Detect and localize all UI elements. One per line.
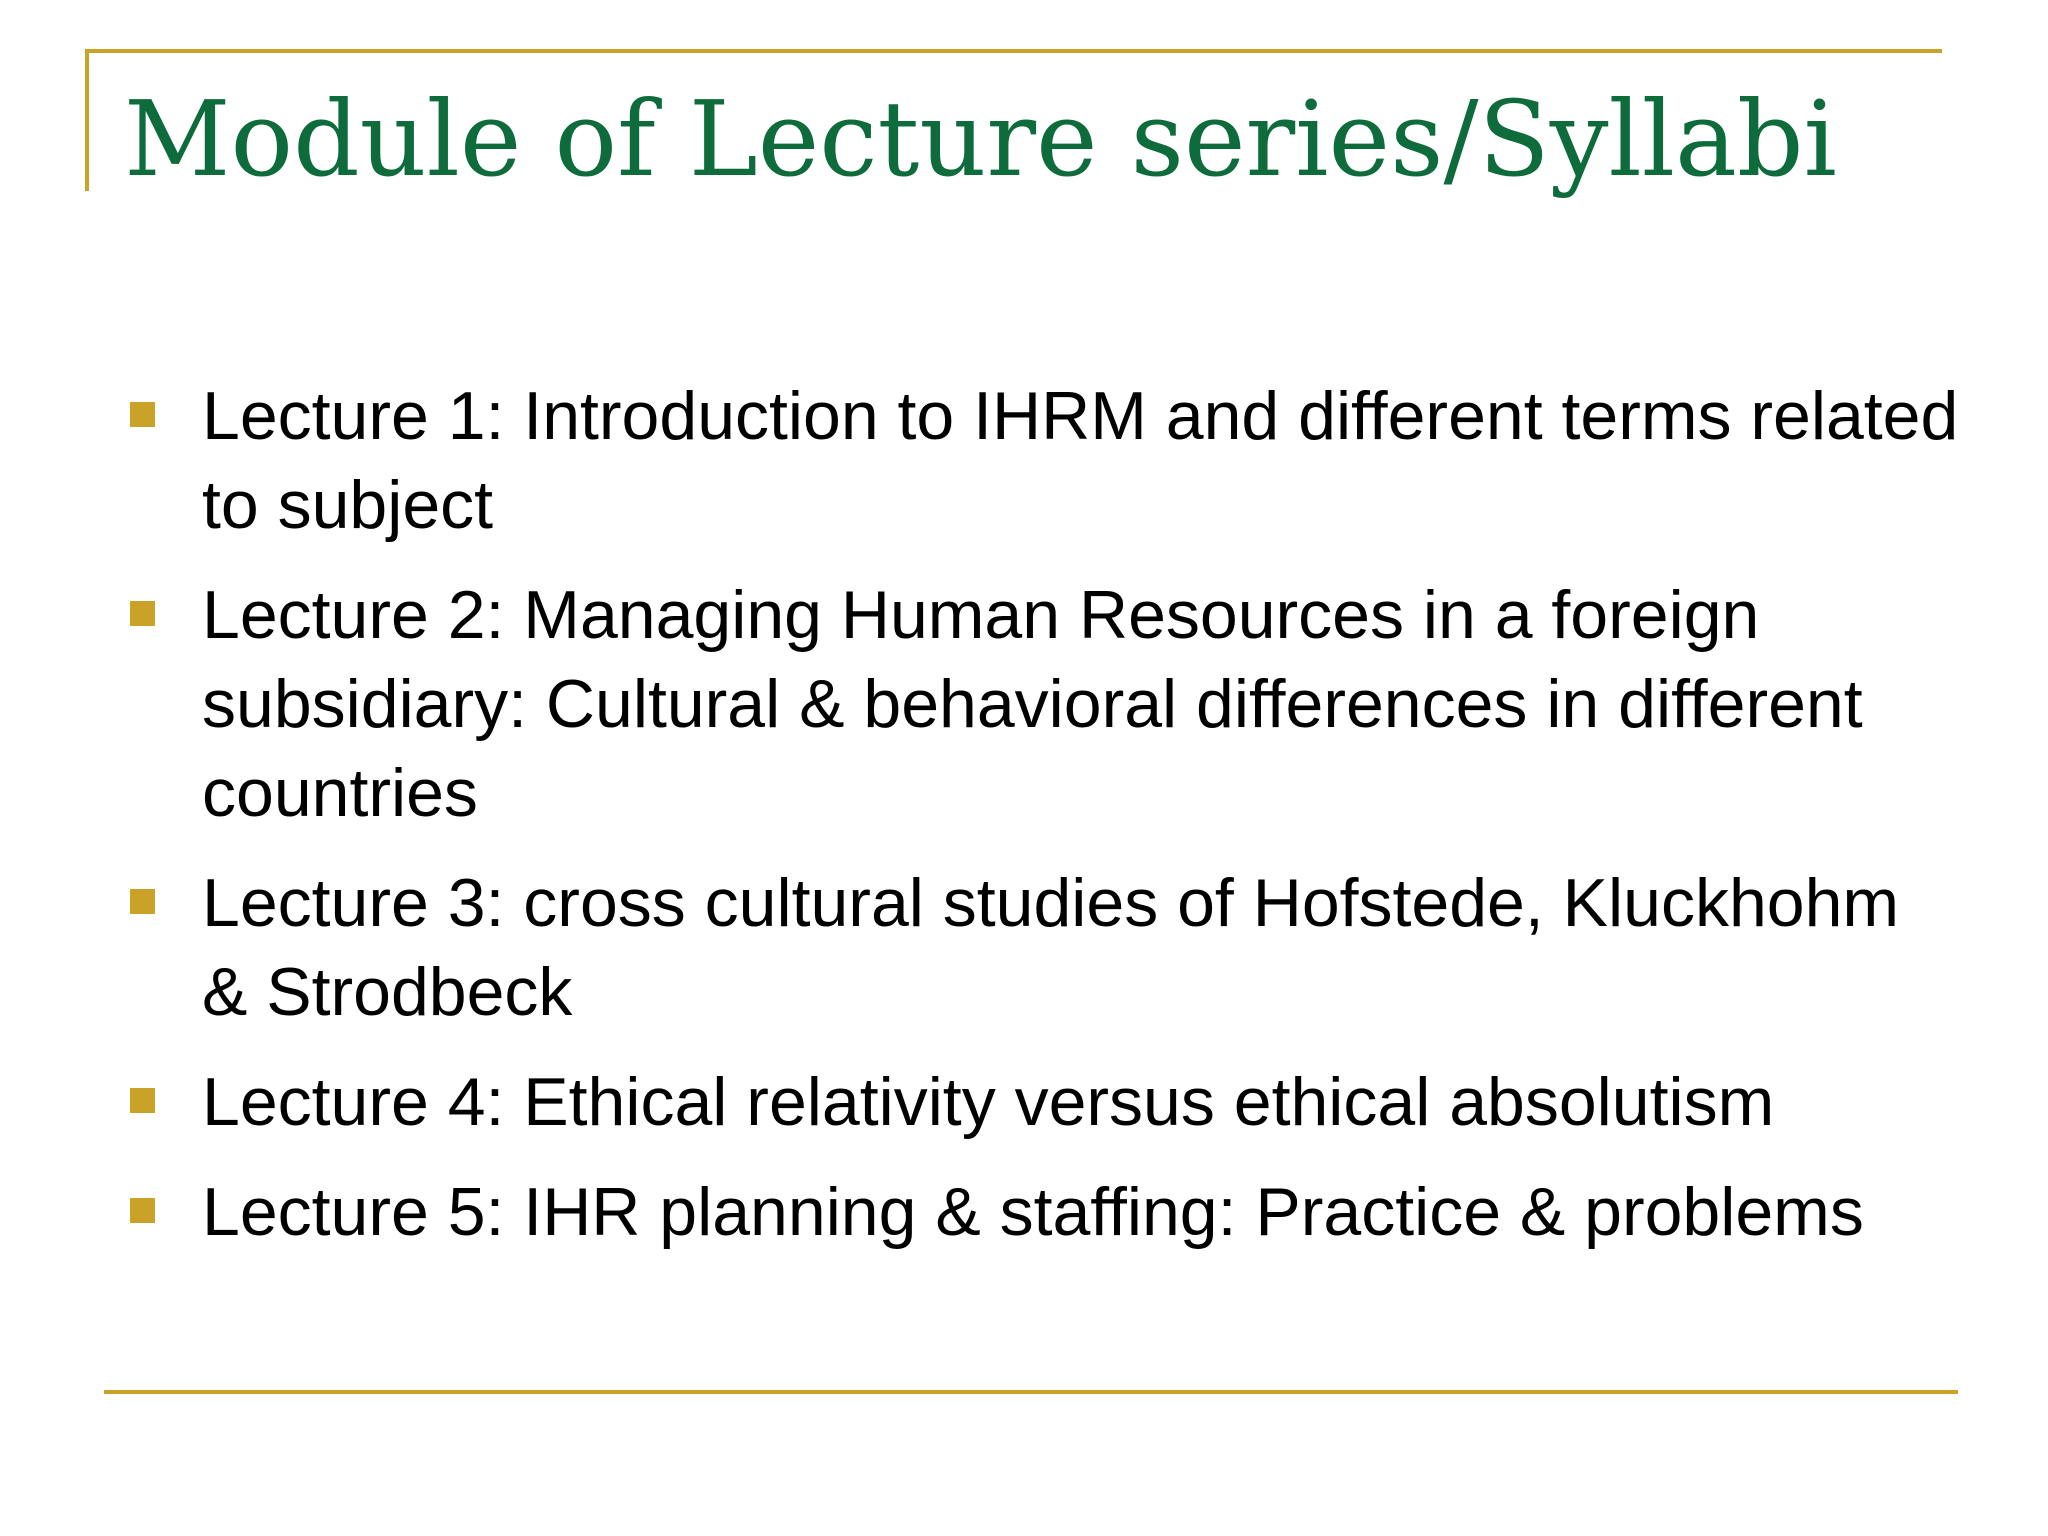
list-item — [130, 1058, 1960, 1147]
square-bullet-icon — [130, 889, 155, 914]
list-item — [130, 1168, 1960, 1257]
lecture-text: Lecture 4: Ethical relativity versus ethical absolutism — [202, 1064, 1775, 1140]
bottom-border-line — [104, 1390, 1958, 1394]
slide-title: Module of Lecture series/Syllabi — [124, 78, 1837, 200]
lecture-text: Lecture 3: cross cultural studies of Hofstede, Kluckhohm & Strodbeck — [202, 865, 1900, 1030]
list-item — [130, 571, 1960, 838]
square-bullet-icon — [130, 1088, 155, 1113]
square-bullet-icon — [130, 1198, 155, 1223]
square-bullet-icon — [130, 402, 155, 427]
list-item — [130, 859, 1960, 1037]
top-border-line — [85, 49, 1942, 53]
lecture-text: Lecture 5: IHR planning & staffing: Practice & problems — [202, 1174, 1864, 1250]
lecture-text: Lecture 1: Introduction to IHRM and different terms related to subject — [202, 378, 1959, 543]
list-item — [130, 372, 1960, 550]
square-bullet-icon — [130, 601, 155, 626]
lecture-list — [130, 372, 1960, 1278]
lecture-text: Lecture 2: Managing Human Resources in a foreign subsidiary: Cultural & behavioral differences in different countries — [202, 577, 1863, 831]
left-border-line — [85, 49, 89, 191]
